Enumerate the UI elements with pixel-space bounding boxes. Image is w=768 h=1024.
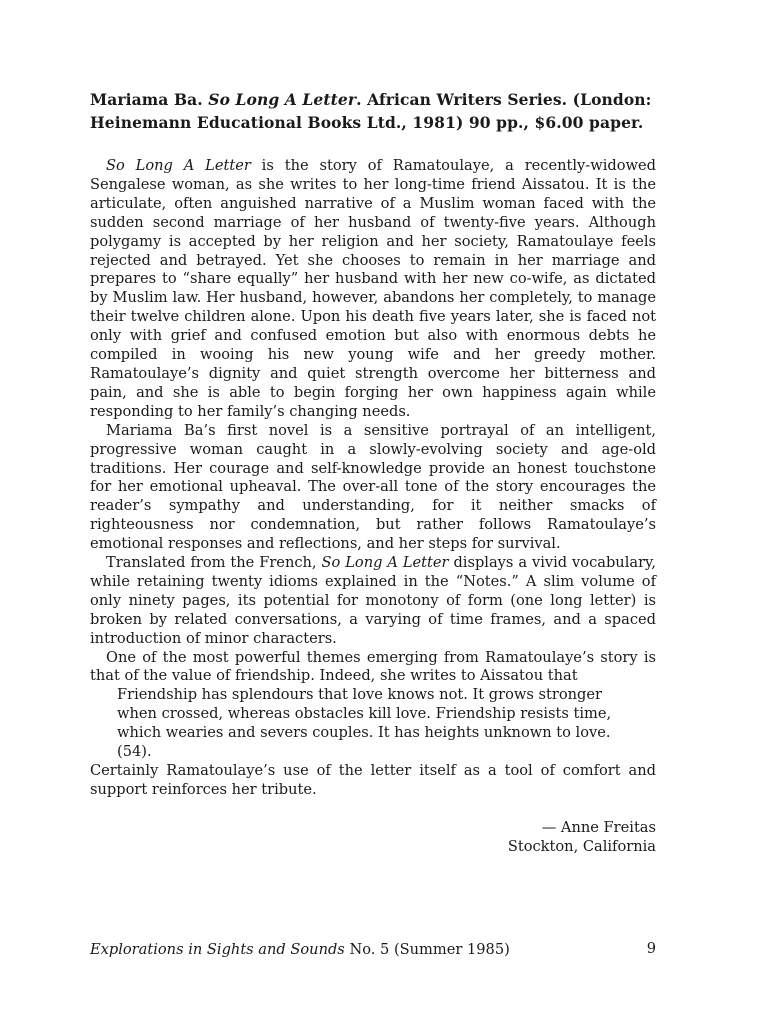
journal-issue: No. 5 (Summer 1985) bbox=[344, 941, 510, 958]
book-author: Mariama Ba. bbox=[90, 90, 203, 109]
book-title: So Long A Letter bbox=[208, 90, 357, 109]
quote-line-3: which wearies and severs couples. It has heights unknown to love. bbox=[117, 724, 611, 742]
paragraph-3 bbox=[90, 554, 656, 649]
reviewer-name: — Anne Freitas bbox=[541, 818, 656, 836]
quote-line-1: Friendship has splendours that love knows not. It grows stronger bbox=[117, 686, 602, 704]
paragraph-3-before: Translated from the French, bbox=[106, 554, 322, 572]
journal-name: Explorations in Sights and Sounds bbox=[90, 941, 345, 958]
paragraph-1-title: So Long A Letter bbox=[106, 157, 251, 174]
publisher-info-line2: Heinemann Educational Books Ltd., 1981) 90 pp., $6.00 paper. bbox=[90, 113, 644, 132]
publisher-info-line1: . African Writers Series. (London: bbox=[356, 90, 652, 109]
review-heading bbox=[90, 88, 656, 134]
page-number: 9 bbox=[646, 940, 656, 957]
quote-citation: (54). bbox=[117, 743, 152, 761]
paragraph-3-title: So Long A Letter bbox=[321, 554, 449, 572]
review-page bbox=[90, 88, 656, 856]
paragraph-5: Certainly Ramatoulaye’s use of the letter itself as a tool of comfort and support reinforces her tribute. bbox=[90, 762, 656, 798]
paragraph-4: One of the most powerful themes emerging from Ramatoulaye’s story is that of the value of friendship. Indeed, she writes to Aissatou that bbox=[90, 648, 656, 685]
reviewer-signature bbox=[90, 818, 656, 856]
block-quote bbox=[117, 686, 656, 762]
page-footer bbox=[90, 940, 656, 959]
review-body bbox=[90, 157, 656, 800]
paragraph-2: Mariama Ba’s first novel is a sensitive portrayal of an intelligent, progressive woman caught in a slowly-evolving society and age-old traditions. Her courage and self-knowledge provide an honest touchstone for her emotional upheaval. The over-all tone of the story encourages the reader’s sympathy and understanding, for it neither smacks of righteousness nor condemnation, but rather follows Ramatoulaye’s emotional responses and reflections, and her steps for survival. bbox=[90, 421, 656, 553]
quote-line-2: when crossed, whereas obstacles kill love. Friendship resists time, bbox=[117, 705, 612, 723]
paragraph-3-after: displays a vivid vocabulary, while retaining twenty idioms explained in the “Notes.” A slim volume of only ninety pages, its potential for monotony of form (one long letter) is broken by related conversations, a varying of time frames, and a spaced introduction of minor characters. bbox=[90, 554, 656, 647]
paragraph-1-text: is the story of Ramatoulaye, a recently-widowed Sengalese woman, as she writes to her long-time friend Aissatou. It is the articulate, often anguished narrative of a Muslim woman faced with the sudden second marriage of her husband of twenty-five years. Although polygamy is accepted by her religion and her society, Ramatoulaye feels rejected and betrayed. Yet she chooses to remain in her marriage and prepares to “share equally” her husband with her new co-wife, as dictated by Muslim law. Her husband, however, abandons her completely, to manage their twelve children alone. Upon his death five years later, she is faced not only with grief and confused emotion but also with enormous debts he compiled in wooing his new young wife and her greedy mother. Ramatoulaye’s dignity and quiet strength overcome her bitterness and pain, and she is able to begin forging her own happiness again while responding to her family’s changing needs. bbox=[90, 157, 656, 420]
reviewer-location: Stockton, California bbox=[507, 837, 656, 855]
paragraph-1 bbox=[90, 157, 656, 422]
